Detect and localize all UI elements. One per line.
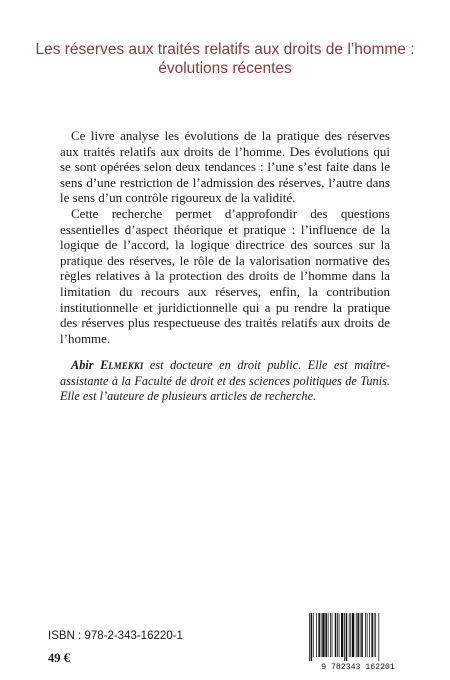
barcode-bar (357, 613, 359, 657)
barcode-bar (341, 613, 343, 657)
barcode-bar (309, 613, 310, 661)
isbn-label: ISBN : 978-2-343-16220-1 (48, 630, 183, 642)
barcode-bar (311, 613, 313, 661)
barcode-bar (360, 613, 361, 657)
summary-paragraph-2: Cette recherche permet d’approfondir des questions essentielles d’aspect théorique et pratique : l’influence de la logique de l’accord, la logique directrice des sources sur la pratique des réserves, le rôle de la valorisation normative des règles relatives à la protection des droits de l’homme dans la limitation du recours aux réserves, enfin, la contribution institutionnelle et juridictionnelle qui a pu rendre la pratique des réserves plus respectueuse des traités relatifs aux droits de l’homme. (60, 205, 390, 346)
author-first-name: Abir (71, 358, 94, 372)
barcode-bar (374, 613, 375, 657)
summary-paragraph-1: Ce livre analyse les évolutions de la pratique des réserves aux traités relatifs aux droits de l’homme. Des évolutions qui se sont opérées selon deux tendances : l’une s’est faite dans le sens d’une restriction de l’admission des réserves, l’autre dans le sens d’un contrôle rigoureux de la validité. (60, 128, 390, 206)
barcode-bar (356, 613, 357, 657)
author-bio (60, 358, 390, 405)
barcode-bar (325, 613, 327, 657)
barcode-bar (375, 613, 376, 657)
barcode-bar (346, 613, 348, 661)
book-title (20, 40, 430, 78)
author-bio-text-1: est docteure en droit public. Elle est maître-assistante à la Faculté de droit et des sciences politiques de (60, 358, 390, 388)
barcode-bar (330, 613, 331, 657)
barcode-digits: 9 782343 162201 (321, 663, 395, 671)
barcode-bar (335, 613, 337, 657)
barcode-bar (361, 613, 363, 657)
barcode-bar (349, 613, 350, 657)
barcode-bar (313, 613, 314, 657)
barcode-bar (350, 613, 351, 657)
barcode-bar (367, 613, 368, 657)
barcode-bar (328, 613, 329, 657)
barcode-bar (316, 613, 317, 657)
book-title-line-1: Les réserves aux traités relatifs aux droits de l’homme : (35, 41, 415, 58)
price-label: 49 € (48, 651, 70, 665)
barcode-bar (332, 613, 333, 657)
barcode-bar (337, 613, 338, 657)
barcode-bar (365, 613, 366, 657)
barcode-bar (318, 613, 320, 657)
barcode-bar (378, 613, 379, 661)
author-last-name: Elmekki (100, 358, 144, 372)
author-name (71, 358, 143, 372)
isbn-barcode (303, 611, 413, 671)
barcode-bar (321, 613, 322, 657)
barcode-bar (371, 613, 373, 657)
barcode-bar (322, 613, 324, 657)
book-summary (60, 128, 390, 346)
barcode-bar (369, 613, 370, 657)
book-title-line-2: évolutions récentes (158, 60, 292, 77)
barcode-graphic (303, 611, 413, 671)
author-bio-text-2: . Elle est l’auteure de plusieurs articles de recherche. (60, 373, 390, 404)
barcode-bar (344, 613, 345, 661)
barcode-bar (352, 613, 354, 657)
author-bio-city: Tunis (360, 373, 387, 388)
barcode-bar (339, 613, 340, 657)
